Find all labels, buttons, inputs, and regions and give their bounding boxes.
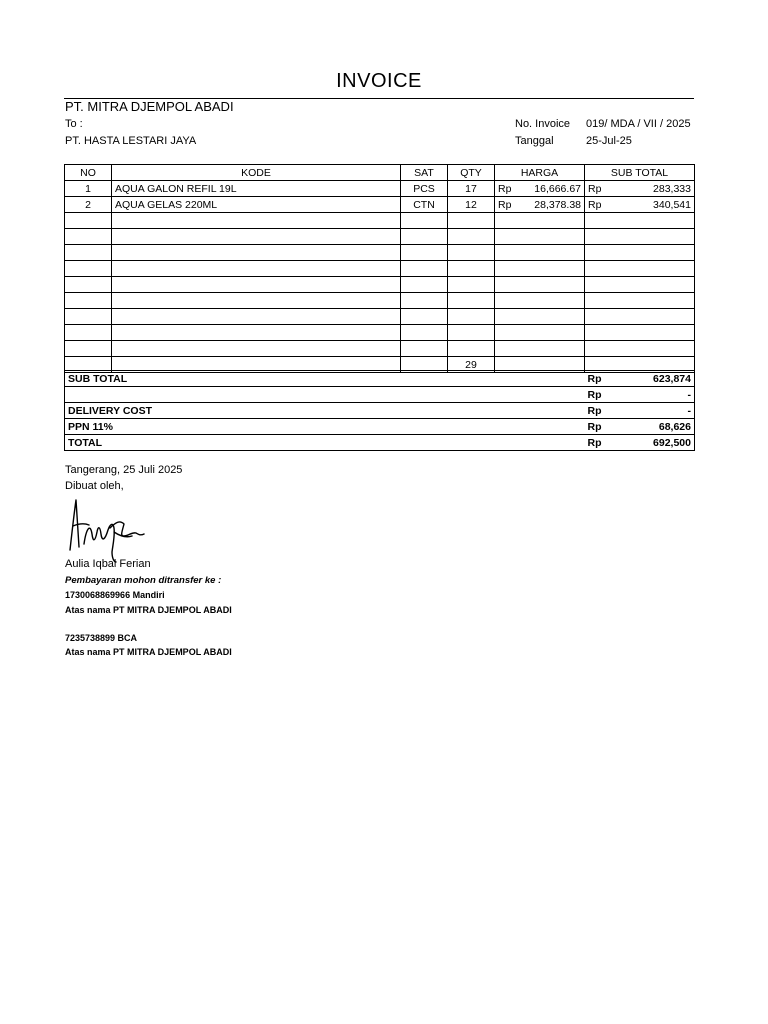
- row-no: 1: [65, 181, 112, 197]
- column-header-harga: HARGA: [495, 165, 585, 181]
- row-subtotal: [585, 197, 695, 213]
- row-harga: [495, 197, 585, 213]
- column-header-qty: QTY: [448, 165, 495, 181]
- row-subtotal: [585, 181, 695, 197]
- row-subtotal-value: 340,541: [653, 198, 691, 211]
- row-kode: AQUA GALON REFIL 19L: [112, 181, 401, 197]
- totals-row-subtotal: [65, 371, 695, 387]
- row-harga: [495, 181, 585, 197]
- company-name: PT. MITRA DJEMPOL ABADI: [65, 99, 234, 114]
- bank-account-holder: Atas nama PT MITRA DJEMPOL ABADI: [65, 605, 232, 615]
- totals-label: SUB TOTAL: [65, 371, 585, 387]
- currency-label: Rp: [585, 435, 615, 451]
- totals-label: PPN 11%: [65, 419, 585, 435]
- signature-image: [62, 492, 162, 564]
- currency-label: Rp: [585, 387, 615, 403]
- invoice-number-label: No. Invoice: [515, 118, 571, 130]
- place-date: Tangerang, 25 Juli 2025: [65, 464, 183, 476]
- totals-value: 623,874: [615, 371, 695, 387]
- totals-label: DELIVERY COST: [65, 403, 585, 419]
- table-row: [65, 181, 695, 197]
- invoice-date: 25-Jul-25: [586, 135, 632, 147]
- totals-value: -: [615, 387, 695, 403]
- table-header-row: [65, 165, 695, 181]
- totals-row-delivery: [65, 403, 695, 419]
- row-sat: PCS: [401, 181, 448, 197]
- invoice-number: 019/ MDA / VII / 2025: [586, 118, 691, 130]
- currency-label: Rp: [585, 419, 615, 435]
- row-no: 2: [65, 197, 112, 213]
- row-qty: 12: [448, 197, 495, 213]
- table-row: [65, 197, 695, 213]
- currency-label: Rp: [498, 182, 512, 195]
- column-header-subtotal: SUB TOTAL: [585, 165, 695, 181]
- bank-account-mandiri: 1730068869966 Mandiri: [65, 590, 165, 600]
- row-kode: AQUA GELAS 220ML: [112, 197, 401, 213]
- totals-value: 692,500: [615, 435, 695, 451]
- totals-table: [64, 370, 695, 451]
- currency-label: Rp: [585, 371, 615, 387]
- currency-label: Rp: [588, 182, 602, 195]
- items-table: [64, 164, 695, 373]
- totals-value: 68,626: [615, 419, 695, 435]
- currency-label: Rp: [585, 403, 615, 419]
- totals-label: [65, 387, 585, 403]
- totals-row-total: [65, 435, 695, 451]
- empty-row: [65, 341, 695, 357]
- invoice-title: INVOICE: [336, 70, 422, 92]
- row-sat: CTN: [401, 197, 448, 213]
- empty-row: [65, 213, 695, 229]
- row-qty: 17: [448, 181, 495, 197]
- recipient-name: PT. HASTA LESTARI JAYA: [65, 135, 197, 147]
- empty-row: [65, 325, 695, 341]
- row-harga-value: 16,666.67: [534, 182, 581, 195]
- signer-name: Aulia Iqbal Ferian: [65, 558, 151, 570]
- bank-account-bca: 7235738899 BCA: [65, 633, 138, 643]
- currency-label: Rp: [588, 198, 602, 211]
- totals-value: -: [615, 403, 695, 419]
- empty-row: [65, 293, 695, 309]
- empty-row: [65, 309, 695, 325]
- empty-row: [65, 277, 695, 293]
- row-subtotal-value: 283,333: [653, 182, 691, 195]
- empty-row: [65, 245, 695, 261]
- bank-account-holder: Atas nama PT MITRA DJEMPOL ABADI: [65, 647, 232, 657]
- invoice-date-label: Tanggal: [515, 135, 554, 147]
- column-header-no: NO: [65, 165, 112, 181]
- payment-note: Pembayaran mohon ditransfer ke :: [65, 575, 222, 586]
- currency-label: Rp: [498, 198, 512, 211]
- column-header-kode: KODE: [112, 165, 401, 181]
- to-label: To :: [65, 118, 83, 130]
- totals-label: TOTAL: [65, 435, 585, 451]
- empty-row: [65, 261, 695, 277]
- totals-row-blank: [65, 387, 695, 403]
- totals-row-ppn: [65, 419, 695, 435]
- empty-row: [65, 229, 695, 245]
- qty-total: 29: [448, 357, 495, 373]
- column-header-sat: SAT: [401, 165, 448, 181]
- made-by-label: Dibuat oleh,: [65, 480, 124, 492]
- row-harga-value: 28,378.38: [534, 198, 581, 211]
